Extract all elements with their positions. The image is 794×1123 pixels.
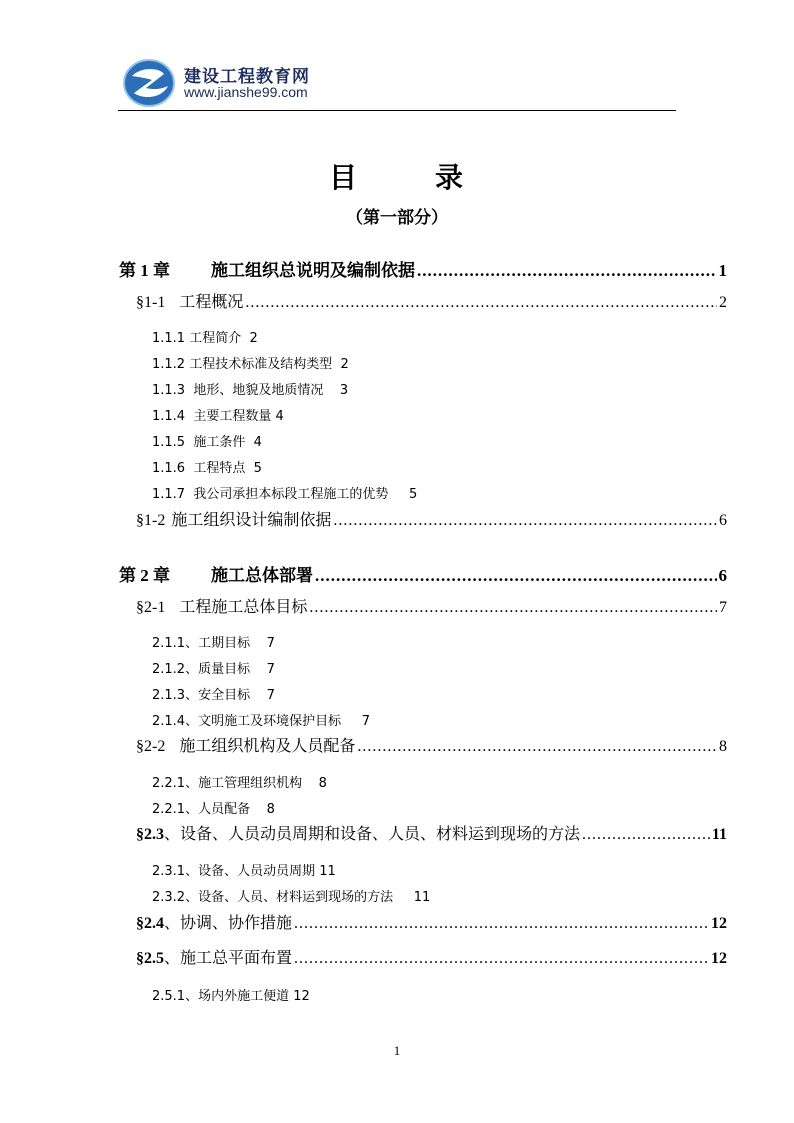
- toc-section-title: 工程施工总体目标: [179, 597, 308, 616]
- toc-chapter-title: 施工总体部署: [211, 566, 313, 586]
- toc-section-title: 、施工总平面布置: [164, 948, 293, 967]
- toc-leader: [294, 950, 709, 968]
- toc-subsection[interactable]: 2.3.2、设备、人员、材料运到现场的方法 11: [152, 890, 431, 905]
- toc-section-2-1[interactable]: [136, 594, 727, 617]
- toc-chapter-number: 第 2 章: [119, 566, 170, 585]
- header-divider: [118, 110, 676, 111]
- toc-subsection[interactable]: 2.5.1、场内外施工便道 12: [152, 989, 310, 1004]
- toc-leader: [315, 566, 717, 586]
- toc-subsection[interactable]: 2.1.2、质量目标 7: [152, 662, 275, 677]
- toc-page-number: 12: [711, 950, 727, 967]
- title-char: 目: [328, 161, 359, 194]
- toc-leader: [333, 512, 717, 530]
- toc-leader: [582, 826, 710, 844]
- toc-section-title: 施工组织设计编制依据: [171, 510, 332, 529]
- toc-section-number: §2.3: [136, 826, 164, 843]
- toc-section-title: 、设备、人员动员周期和设备、人员、材料运到现场的方法: [164, 824, 581, 843]
- toc-page-number: 11: [711, 826, 727, 843]
- toc-subsection[interactable]: 1.1.6 工程特点 5: [152, 461, 262, 476]
- page-subtitle: （第一部分）: [346, 208, 448, 228]
- toc-leader: [309, 599, 717, 617]
- toc-subsection[interactable]: 2.3.1、设备、人员动员周期 11: [152, 864, 336, 879]
- toc-section-title: 、协调、协作措施: [164, 913, 293, 932]
- toc-page-number: 7: [719, 599, 727, 616]
- toc-section-2-5[interactable]: [136, 945, 727, 968]
- site-logo: [122, 58, 362, 108]
- logo-name: 建设工程教育网: [184, 67, 310, 87]
- toc-section-number: §1-2: [136, 512, 166, 529]
- toc-page-number: 8: [719, 738, 727, 755]
- toc-subsection[interactable]: 1.1.3 地形、地貌及地质情况 3: [152, 383, 349, 398]
- toc-section-1-1[interactable]: [136, 289, 727, 312]
- toc-section-number: §2-2: [136, 738, 166, 755]
- toc-section-2-2[interactable]: [136, 733, 727, 756]
- toc-subsection[interactable]: 2.1.4、文明施工及环境保护目标 7: [152, 714, 371, 729]
- toc-chapter-title: 施工组织总说明及编制依据: [211, 261, 415, 281]
- toc-subsection[interactable]: 1.1.1 工程简介 2: [152, 331, 258, 346]
- toc-subsection[interactable]: 1.1.5 施工条件 4: [152, 435, 262, 450]
- toc-leader: [245, 294, 717, 312]
- toc-page-number: 2: [719, 294, 727, 311]
- toc-subsection[interactable]: 1.1.7 我公司承担本标段工程施工的优势 5: [152, 487, 418, 502]
- toc-page-number: 12: [711, 915, 727, 932]
- toc-section-title: 施工组织机构及人员配备: [179, 736, 356, 755]
- toc-chapter-1[interactable]: [119, 256, 727, 281]
- toc-subsection[interactable]: 2.2.1、人员配备 8: [152, 802, 275, 817]
- toc-section-number: §2.4: [136, 915, 164, 932]
- toc-chapter-number: 第 1 章: [119, 261, 170, 280]
- toc-page-number: 6: [718, 566, 727, 585]
- toc-section-number: §2.5: [136, 950, 164, 967]
- toc-section-number: §1-1: [136, 294, 166, 311]
- toc-section-1-2[interactable]: [136, 507, 727, 530]
- toc-section-title: 工程概况: [179, 292, 244, 311]
- toc-section-2-3[interactable]: [136, 821, 727, 844]
- toc-subsection[interactable]: 2.1.3、安全目标 7: [152, 688, 275, 703]
- logo-url: www.jianshe99.com: [184, 84, 308, 100]
- page-title: [0, 156, 794, 196]
- toc-section-number: §2-1: [136, 599, 166, 616]
- toc-subsection[interactable]: 1.1.2 工程技术标准及结构类型 2: [152, 357, 349, 372]
- toc-leader: [294, 915, 709, 933]
- page-number-footer: 1: [393, 1043, 401, 1058]
- toc-chapter-2[interactable]: [119, 561, 727, 586]
- toc-page-number: 1: [718, 261, 727, 280]
- logo-emblem-icon: [122, 58, 176, 108]
- toc-subsection[interactable]: 1.1.4 主要工程数量 4: [152, 409, 284, 424]
- toc-page-number: 6: [719, 512, 727, 529]
- toc-subsection[interactable]: 2.2.1、施工管理组织机构 8: [152, 776, 327, 791]
- toc-subsection[interactable]: 2.1.1、工期目标 7: [152, 636, 275, 651]
- toc-section-2-4[interactable]: [136, 910, 727, 933]
- title-char: 录: [435, 161, 466, 194]
- toc-leader: [417, 261, 717, 281]
- toc-leader: [357, 738, 717, 756]
